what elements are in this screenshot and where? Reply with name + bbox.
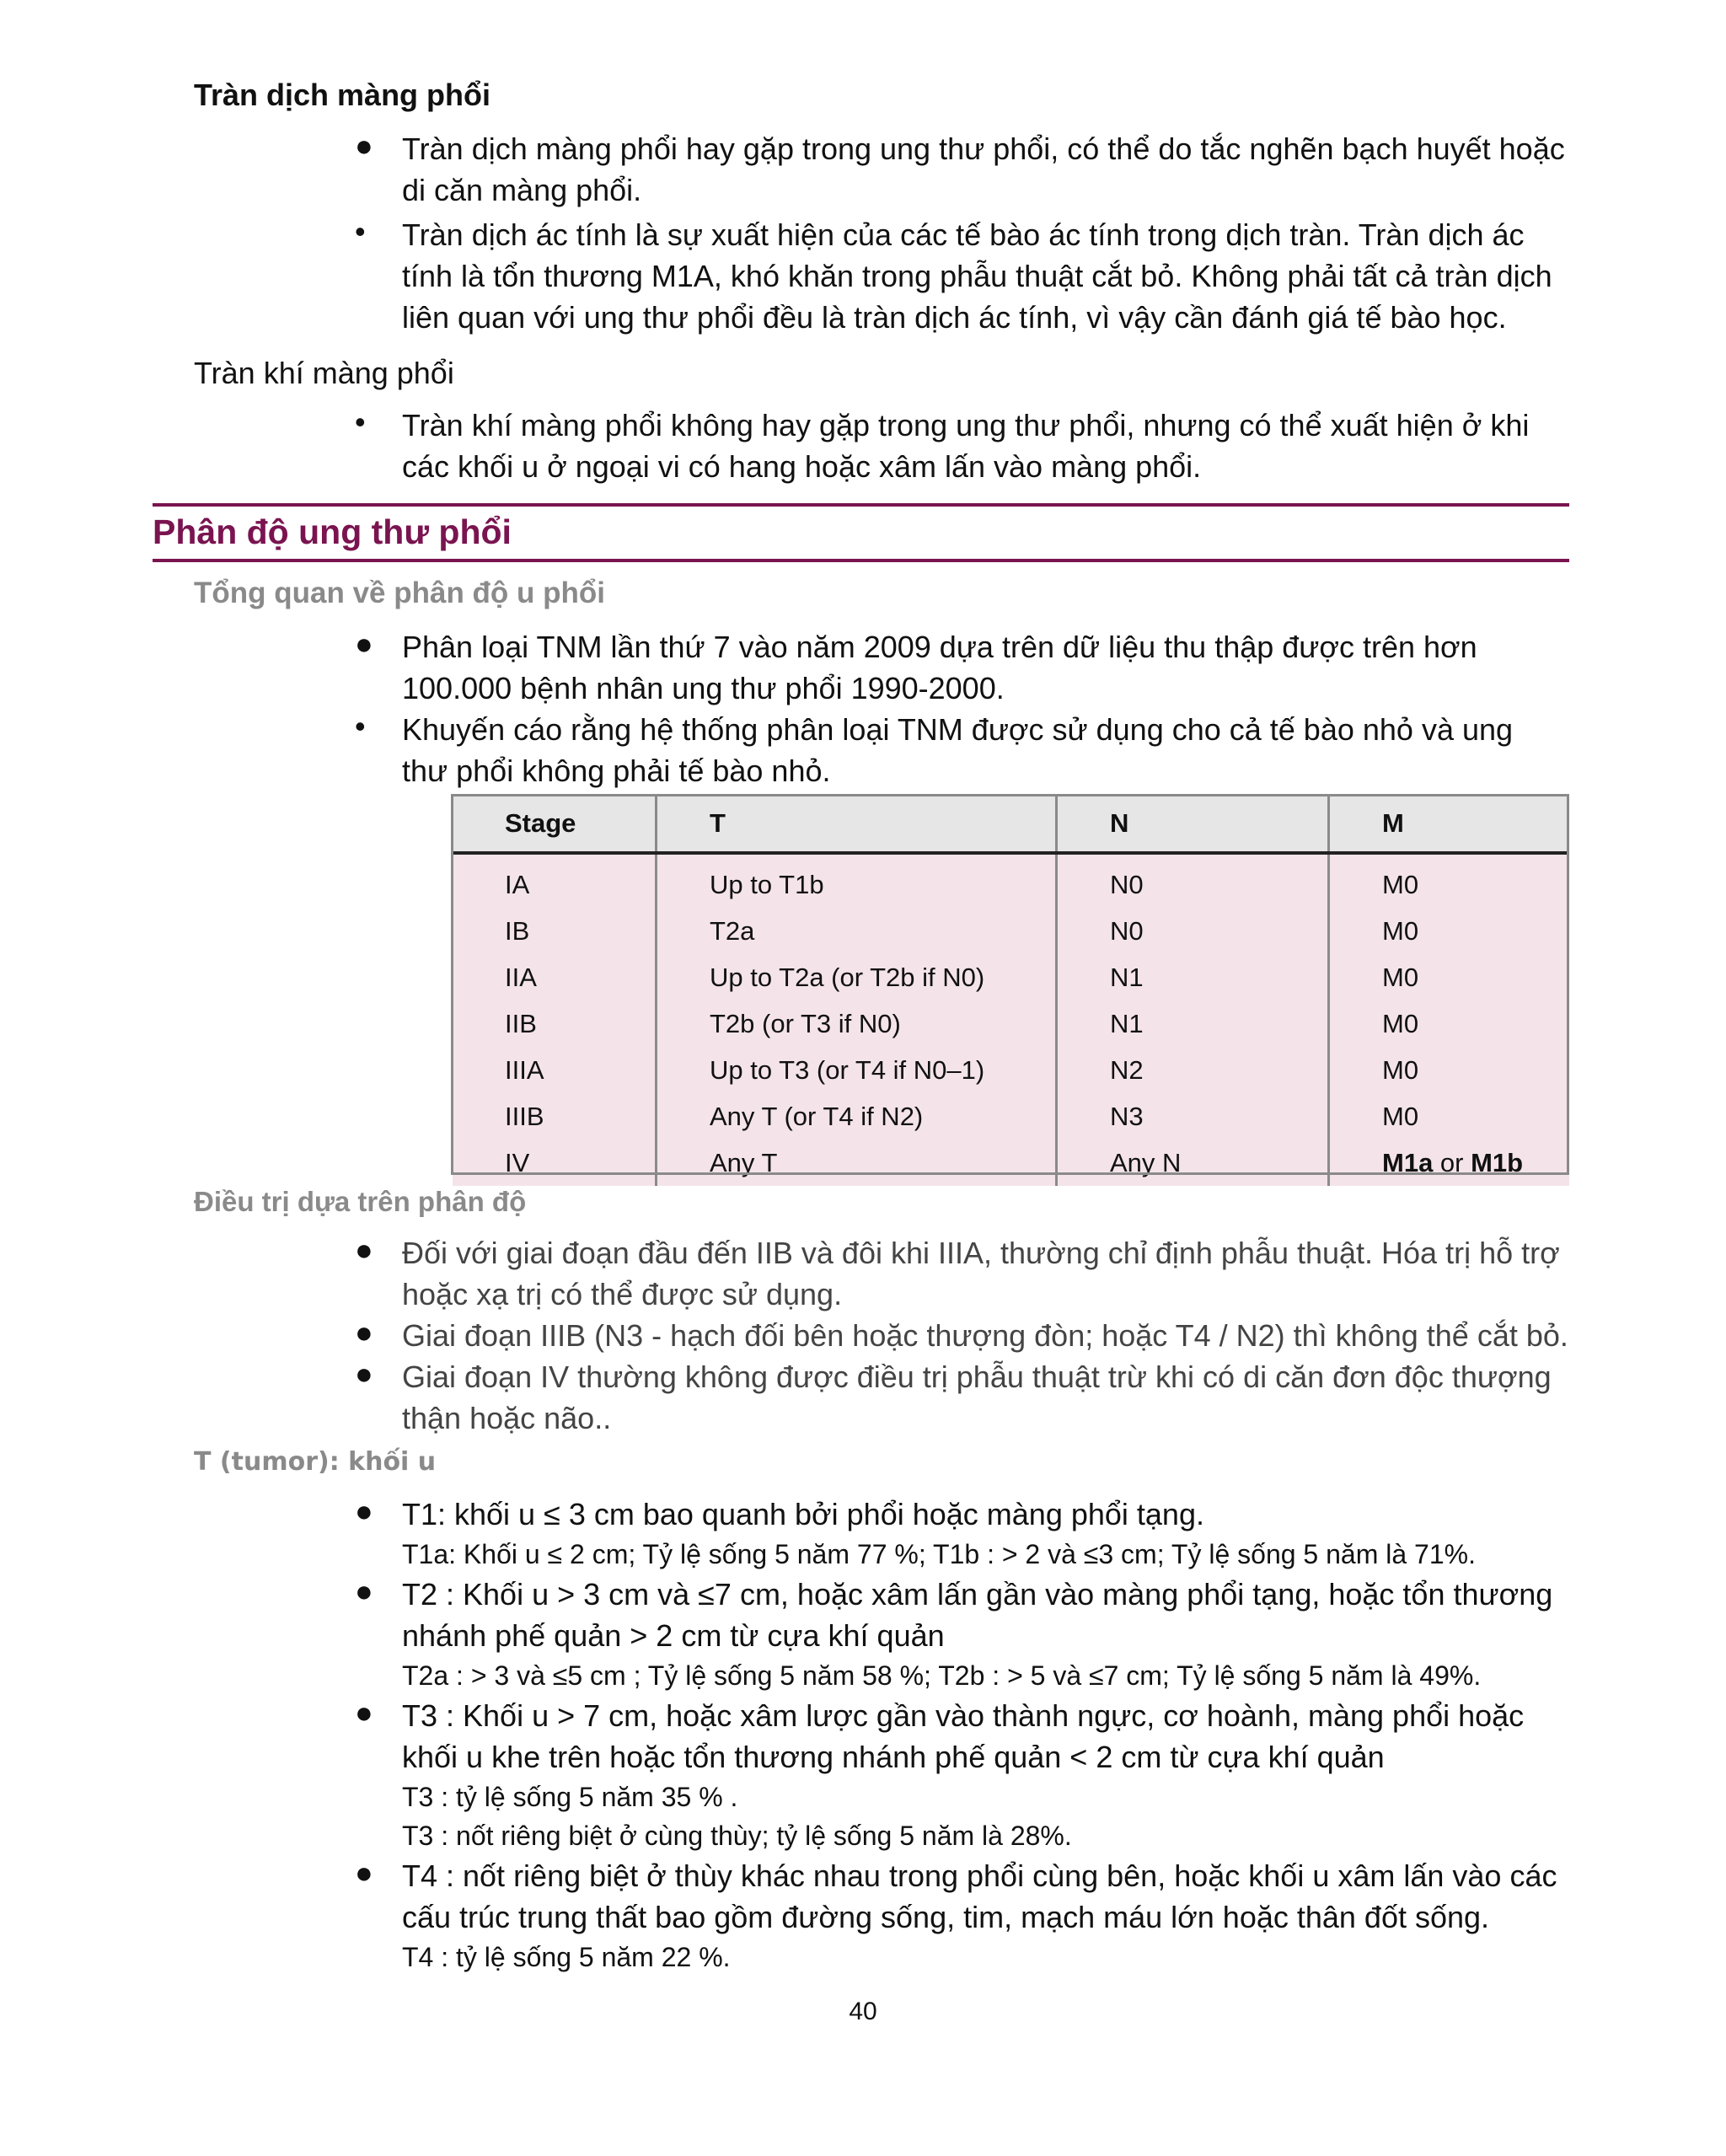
bullet-list-tran-khi — [355, 405, 1540, 487]
table-row: IV Any T Any N M1a or M1b — [453, 1140, 1569, 1186]
bullet-icon: ● — [355, 128, 373, 163]
header-m: M — [1329, 796, 1570, 853]
bullet-icon: ● — [355, 1356, 373, 1391]
list-item: ● T1: khối u ≤ 3 cm bao quanh bởi phổi hoặc màng phổi tạng. T1a: Khối u ≤ 2 cm; Tỷ lệ sống 5 năm 77 %; T1b : > 2 và ≤3 cm; Tỷ lệ sống 5 năm là 71%. — [355, 1494, 1476, 1569]
list-item: ● Đối với giai đoạn đầu đến IIB và đôi khi IIIA, thường chỉ định phẫu thuật. Hóa trị hỗ trợ hoặc xạ trị có thể được sử dụng. — [355, 1232, 1560, 1311]
page-title: Phân độ ung thư phổi — [153, 512, 512, 551]
heading-treatment: Điều trị dựa trên phân độ — [194, 1186, 527, 1217]
bullet-icon: ● — [355, 1315, 373, 1349]
page-number: 40 — [849, 1998, 877, 2025]
bullet-list-tumor — [355, 1494, 1573, 1976]
bullet-icon: ● — [355, 1855, 373, 1890]
list-item: • Khuyến cáo rằng hệ thống phân loại TNM được sử dụng cho cả tế bào nhỏ và ung thư phổi không phải tế bào nhỏ. — [355, 709, 1514, 788]
bullet-list-treatment — [355, 1232, 1582, 1439]
table-row: IB T2a N0 M0 — [453, 908, 1569, 954]
title-rule-bottom — [153, 559, 1569, 562]
list-item: ● T2 : Khối u > 3 cm và ≤7 cm, hoặc xâm lấn gần vào màng phổi tạng, hoặc tổn thương nhánh phế quản > 2 cm từ cựa khí quản T2a : > 3 và ≤5 cm ; Tỷ lệ sống 5 năm 58 %; T2b : > 5 và ≤7 cm; Tỷ lệ sống 5 năm là 49%. — [355, 1574, 1553, 1691]
heading-tran-khi: Tràn khí màng phổi — [194, 356, 454, 390]
header-t: T — [657, 796, 1057, 853]
bullet-icon: ● — [355, 1574, 373, 1608]
cell-m-iv: M1a or M1b — [1329, 1140, 1570, 1186]
heading-overview: Tổng quan về phân độ u phổi — [194, 577, 606, 609]
list-item: ● Phân loại TNM lần thứ 7 vào năm 2009 dựa trên dữ liệu thu thập được trên hơn 100.000 bệnh nhân ung thư phổi 1990-2000. — [355, 626, 1477, 705]
table-row: IIB T2b (or T3 if N0) N1 M0 — [453, 1000, 1569, 1047]
list-item: • Tràn khí màng phổi không hay gặp trong ung thư phổi, nhưng có thể xuất hiện ở khi các khối u ở ngoại vi có hang hoặc xâm lấn vào màng phổi. — [355, 405, 1530, 484]
list-item: ● T4 : nốt riêng biệt ở thùy khác nhau trong phổi cùng bên, hoặc khối u xâm lấn vào các cấu trúc trung thất bao gồm đường sống, tim, mạch máu lớn hoặc thân đốt sống. T4 : tỷ lệ sống 5 năm 22 %. — [355, 1855, 1557, 1972]
bullet-list-overview — [355, 626, 1523, 791]
list-item: ● Giai đoạn IIIB (N3 - hạch đối bên hoặc thượng đòn; hoặc T4 / N2) thì không thể cắt bỏ. — [355, 1315, 1568, 1353]
table-row: IIIA Up to T3 (or T4 if N0–1) N2 M0 — [453, 1047, 1569, 1093]
heading-tran-dich: Tràn dịch màng phổi — [194, 78, 491, 112]
bullet-list-tran-dich — [355, 128, 1582, 338]
heading-tumor: T (tumor): khối u — [194, 1447, 437, 1477]
list-item: • Tràn dịch ác tính là sự xuất hiện của các tế bào ác tính trong dịch tràn. Tràn dịch ác tính là tổn thương M1A, khó khăn trong phẫu thuật cắt bỏ. Không phải tất cả tràn dịch liên quan với ung thư phổi đều là tràn dịch ác tính, vì vậy cần đánh giá tế bào học. — [355, 214, 1552, 335]
bullet-icon: ● — [355, 626, 373, 661]
bullet-icon: • — [355, 709, 366, 743]
bullet-icon: • — [355, 405, 366, 439]
header-n: N — [1057, 796, 1329, 853]
list-item: ● Tràn dịch màng phổi hay gặp trong ung thư phổi, có thể do tắc nghẽn bạch huyết hoặc di căn màng phổi. — [355, 128, 1565, 207]
bullet-icon: ● — [355, 1232, 373, 1267]
staging-table — [453, 796, 1569, 1186]
list-item: ● T3 : Khối u > 7 cm, hoặc xâm lược gần vào thành ngực, cơ hoành, màng phổi hoặc khối u khe trên hoặc tổn thương nhánh phế quản < 2 cm từ cựa khí quản T3 : tỷ lệ sống 5 năm 35 % . T3 : nốt riêng biệt ở cùng thùy; tỷ lệ sống 5 năm là 28%. — [355, 1695, 1525, 1851]
bullet-icon: ● — [355, 1695, 373, 1730]
title-rule-top — [153, 503, 1569, 507]
list-item: ● Giai đoạn IV thường không được điều trị phẫu thuật trừ khi có di căn đơn độc thượng thận hoặc não.. — [355, 1356, 1552, 1435]
table-row: IIIB Any T (or T4 if N2) N3 M0 — [453, 1093, 1569, 1140]
table-row: IA Up to T1b N0 M0 — [453, 853, 1569, 908]
table-row: IIA Up to T2a (or T2b if N0) N1 M0 — [453, 954, 1569, 1000]
header-stage: Stage — [453, 796, 657, 853]
bullet-icon: ● — [355, 1494, 373, 1528]
table-header-row — [453, 796, 1569, 853]
bullet-icon: • — [355, 214, 366, 249]
